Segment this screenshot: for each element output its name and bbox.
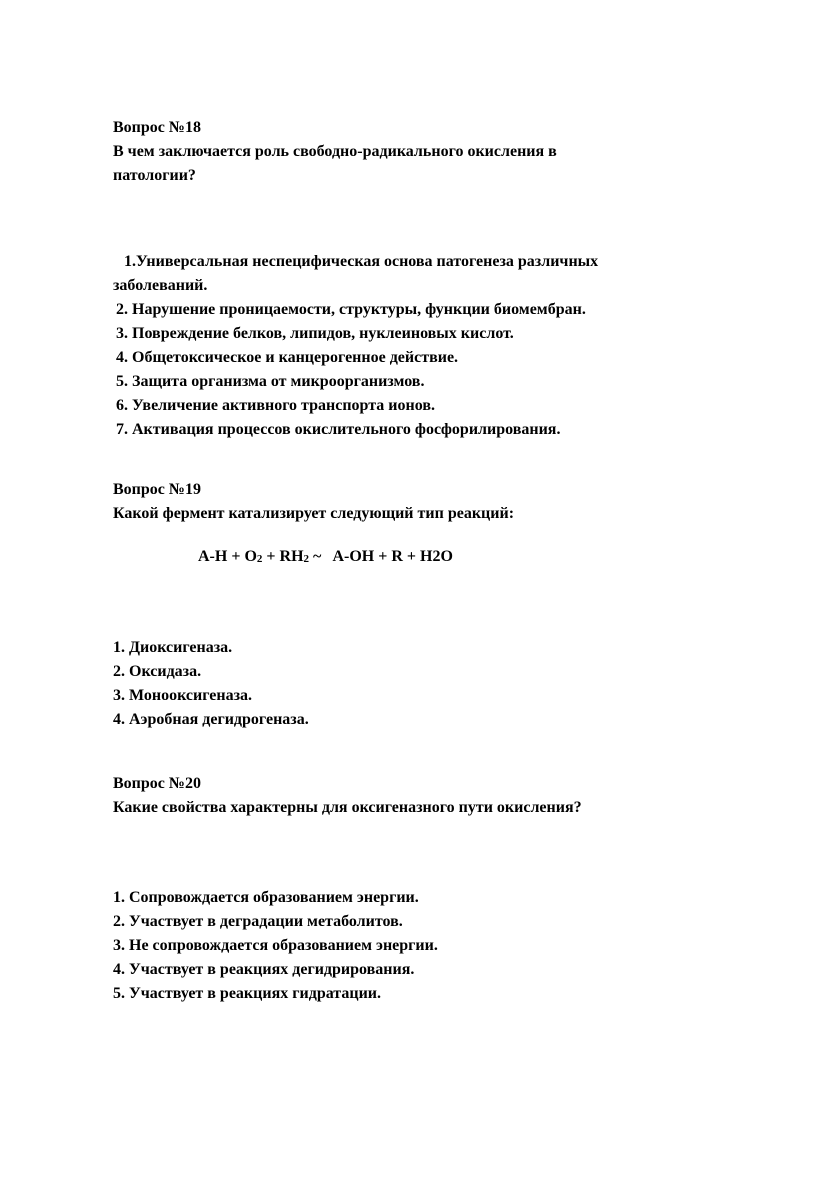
- reaction-formula: [198, 545, 453, 571]
- formula-part: A-H + O: [198, 548, 257, 565]
- answer-option: 2. Участвует в деградации метаболитов.: [113, 913, 403, 930]
- answer-option: 7. Активация процессов окислительного фосфорилирования.: [116, 421, 561, 438]
- question-text: Какие свойства характерны для оксигеназного пути окисления?: [113, 799, 582, 816]
- answer-list-20: [113, 886, 713, 1006]
- answer-option: 3. Не сопровождается образованием энергии.: [113, 937, 438, 954]
- answer-option: 4. Общетоксическое и канцерогенное действие.: [116, 349, 459, 366]
- answer-option: 5. Защита организма от микроорганизмов.: [116, 373, 425, 390]
- answer-option-continued: заболеваний.: [113, 277, 208, 294]
- question-text: Какой фермент катализирует следующий тип реакций:: [113, 505, 515, 522]
- question-19: [113, 478, 713, 526]
- answer-option: 6. Увеличение активного транспорта ионов.: [116, 397, 435, 414]
- question-20: [113, 772, 713, 820]
- formula-subscript: 2: [303, 553, 310, 565]
- question-18: [113, 116, 713, 188]
- answer-list-18: [113, 250, 713, 442]
- formula-subscript: 2: [256, 553, 263, 565]
- question-title: Вопрос №20: [113, 775, 201, 792]
- answer-option: 1. Сопровождается образованием энергии.: [113, 889, 419, 906]
- answer-option: 5. Участвует в реакциях гидратации.: [113, 985, 382, 1002]
- answer-option: 2. Оксидаза.: [113, 663, 202, 680]
- answer-option: 3. Повреждение белков, липидов, нуклеиновых кислот.: [116, 325, 514, 342]
- question-text: В чем заключается роль свободно-радикального окисления в: [113, 143, 557, 160]
- answer-option: 1. Диоксигеназа.: [113, 639, 233, 656]
- question-title: Вопрос №19: [113, 481, 201, 498]
- formula-part: ~ A-OH + R + H2O: [309, 548, 453, 565]
- question-text: патологии?: [113, 167, 196, 184]
- answer-option: 2. Нарушение проницаемости, структуры, функции биомембран.: [116, 301, 586, 318]
- formula-part: + RH: [262, 548, 304, 565]
- answer-option: 3. Монооксигеназа.: [113, 687, 253, 704]
- question-title: Вопрос №18: [113, 119, 201, 136]
- answer-list-19: [113, 636, 713, 732]
- answer-option: 4. Участвует в реакциях дегидрирования.: [113, 961, 415, 978]
- answer-option: 4. Аэробная дегидрогеназа.: [113, 711, 309, 728]
- answer-option: 1.Универсальная неспецифическая основа патогенеза различных: [124, 253, 599, 270]
